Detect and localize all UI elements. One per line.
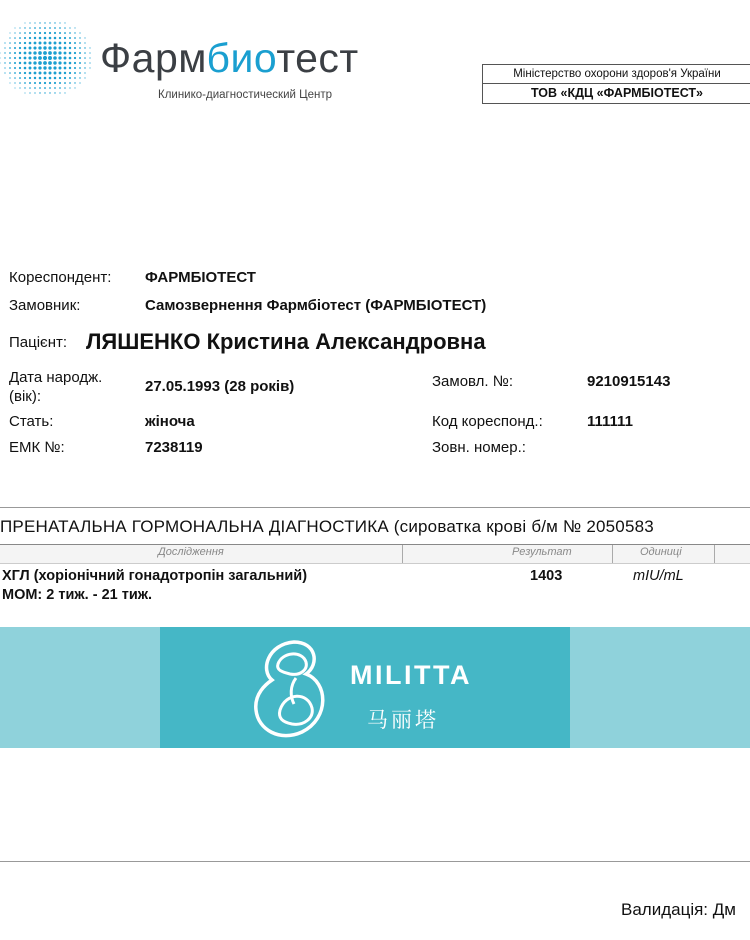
logo-dot (14, 47, 16, 49)
validation-text: Валидація: Дм (621, 900, 736, 919)
logo-dots-icon (0, 22, 92, 94)
logo-dot (64, 37, 66, 39)
logo-dot (28, 51, 31, 54)
logo-dot (84, 42, 85, 43)
logo-dot (29, 42, 32, 45)
logo-dot (39, 82, 41, 84)
logo-dot (24, 67, 27, 70)
logo-dot (69, 52, 72, 55)
logo-dot (54, 22, 55, 23)
logo-dot (59, 22, 60, 23)
logo-dot (39, 22, 40, 23)
logo-dot (84, 37, 85, 38)
logo-dot (84, 72, 85, 73)
logo-dot (33, 51, 36, 54)
logo-dot (29, 72, 32, 75)
logo-dot (44, 87, 46, 89)
logo-dot (49, 37, 52, 40)
logo-dot (24, 27, 25, 28)
logo-dot (34, 87, 36, 89)
logo-dot (19, 62, 21, 64)
logo-dot (39, 77, 42, 80)
logo-dot (19, 77, 21, 79)
logo-dot (89, 57, 90, 58)
logo-dot (19, 72, 21, 74)
logo-dot (34, 37, 36, 39)
logo-dot (39, 87, 41, 89)
logo-dot (54, 72, 57, 75)
logo-dot (9, 62, 11, 64)
logo-dot (19, 52, 21, 54)
logo-dot (38, 56, 42, 60)
logo-dot (54, 87, 56, 89)
col-divider (402, 545, 403, 563)
logo-dot (0, 52, 1, 53)
logo-dot (14, 32, 15, 33)
logo-dot (89, 67, 90, 68)
logo-dot (59, 27, 61, 29)
logo-dot (33, 56, 36, 59)
logo-dot (79, 67, 81, 69)
logo-dot (19, 57, 21, 59)
logo-dot (9, 67, 11, 69)
logo-dot (29, 47, 32, 50)
logo-dot (49, 82, 51, 84)
logo-dot (24, 42, 26, 44)
watermark-name-cn: 马丽塔 (367, 709, 439, 732)
logo-dot (34, 27, 36, 29)
logo-dot (53, 61, 56, 64)
logo-dot (64, 77, 66, 79)
logo-dot (34, 32, 36, 34)
logo-dot (39, 72, 42, 75)
logo-dot (34, 42, 37, 45)
logo-dot (74, 67, 76, 69)
logo-dot (19, 32, 21, 34)
logo-dot (44, 92, 45, 93)
logo-dot (79, 32, 80, 33)
logo-dot (79, 37, 80, 38)
logo-dot (4, 62, 5, 63)
logo-dot (74, 42, 76, 44)
logo-dot (54, 37, 57, 40)
logo-dot (29, 22, 30, 23)
logo-dot (64, 57, 67, 60)
logo-dot (74, 87, 75, 88)
logo-dot (48, 66, 51, 69)
logo-dot (43, 66, 46, 69)
logo-dot (59, 32, 61, 34)
logo-dot (79, 82, 80, 83)
corr-code-label: Код кореспонд.: (432, 413, 543, 430)
logo-dot (59, 67, 62, 70)
logo-dot (33, 66, 36, 69)
logo-dot (39, 37, 42, 40)
logo-dot (44, 27, 46, 29)
logo-dot (49, 32, 51, 34)
logo-dot (69, 72, 71, 74)
col-divider (714, 545, 715, 563)
logo-dot (74, 32, 75, 33)
logo-dot (49, 87, 51, 89)
col-units: Одиниці (640, 546, 682, 558)
logo-dot (4, 42, 5, 43)
logo-dot (79, 42, 81, 44)
logo-dot (0, 62, 1, 63)
logo-dot (29, 67, 32, 70)
col-divider (612, 545, 613, 563)
logo-dot (44, 22, 45, 23)
emk-value: 7238119 (145, 439, 203, 456)
logo-dot (9, 42, 11, 44)
logo-dot (34, 92, 35, 93)
logo-dot (64, 82, 66, 84)
logo-dot (54, 77, 57, 80)
corr-code-value: 111111 (587, 413, 633, 430)
logo-dot (39, 42, 42, 45)
logo-dot (79, 62, 81, 64)
logo-dot (54, 27, 56, 29)
logo-dot (33, 61, 36, 64)
sex-value: жіноча (145, 413, 195, 430)
logo-dot (53, 66, 56, 69)
logo-dot (39, 32, 41, 34)
col-test: Дослідження (158, 546, 224, 558)
logo-dot (69, 57, 72, 60)
logo-dot (29, 77, 31, 79)
logo-dot (64, 87, 66, 89)
watermark-name: MILITTA (350, 660, 472, 690)
logo-dot (74, 77, 76, 79)
logo-dot (24, 82, 26, 84)
logo-dot (19, 67, 21, 69)
logo-dot (64, 92, 65, 93)
logo-dot (59, 87, 61, 89)
logo-dot (58, 51, 61, 54)
logo-dot (74, 37, 76, 39)
logo-dot (58, 61, 61, 64)
logo-dot (14, 82, 15, 83)
logo-dot (9, 72, 11, 74)
logo-dot (49, 27, 51, 29)
logo-dot (34, 22, 35, 23)
logo-dot (33, 46, 36, 49)
test-units: mIU/mL (633, 568, 684, 584)
logo-dot (69, 32, 71, 34)
logo-dot (19, 42, 21, 44)
logo-dot (4, 72, 5, 73)
logo-dot (28, 61, 31, 64)
order-value: 9210915143 (587, 373, 671, 390)
logo-dot (69, 77, 71, 79)
logo-dot (53, 46, 56, 49)
logo-dot (79, 47, 81, 49)
logo-dot (38, 66, 41, 69)
test-note: МОМ: 2 тиж. - 21 тиж. (2, 587, 153, 603)
logo-dot (84, 52, 86, 54)
logo-dot (43, 56, 47, 60)
logo-dot (89, 62, 90, 63)
correspondent-label: Кореспондент: (9, 269, 112, 286)
logo-dot (38, 51, 42, 55)
logo-dot (69, 37, 71, 39)
logo-dot (74, 72, 76, 74)
logo-dot (29, 37, 31, 39)
sex-label: Стать: (9, 413, 54, 430)
logo-dot (24, 22, 25, 23)
logo-dot (14, 87, 15, 88)
patient-name: ЛЯШЕНКО Кристина Александровна (86, 329, 486, 354)
logo-dot (19, 47, 21, 49)
logo-dot (84, 47, 85, 48)
ministry-name: Міністерство охорони здоров'я України (483, 65, 750, 84)
logo-dot (49, 42, 52, 45)
logo-dot (14, 27, 15, 28)
logo-dot (4, 67, 5, 68)
logo-dot (74, 82, 75, 83)
logo-dot (44, 32, 46, 34)
logo-dot (74, 52, 76, 54)
logo-dot (9, 32, 10, 33)
ext-num-label: Зовн. номер.: (432, 439, 526, 456)
logo-dot (74, 47, 76, 49)
logo-dot (84, 62, 86, 64)
logo-dot (54, 32, 56, 34)
logo-dot (74, 62, 76, 64)
logo-dot (34, 82, 36, 84)
logo-dot (79, 52, 81, 54)
logo-dot (9, 82, 10, 83)
logo-dot (34, 77, 36, 79)
logo-dot (14, 77, 16, 79)
logo-dot (59, 37, 61, 39)
logo-dot (9, 77, 10, 78)
logo-dot (14, 67, 16, 69)
logo-dot (69, 62, 72, 65)
logo-dot (64, 52, 67, 55)
logo-dot (74, 57, 76, 59)
logo-dot (24, 62, 27, 65)
logo-dot (89, 52, 90, 53)
militta-logo-icon (250, 634, 340, 742)
logo-dot (84, 77, 85, 78)
logo-dot (48, 61, 52, 65)
dob-label: Дата народж. (9, 369, 103, 386)
logo-dot (29, 92, 30, 93)
section-title: ПРЕНАТАЛЬНА ГОРМОНАЛЬНА ДІАГНОСТИКА (сироватка крові б/м № 2050583 (0, 517, 654, 536)
logo-dot (69, 82, 71, 84)
table-header (0, 544, 750, 564)
logo-dot (24, 32, 26, 34)
logo-dot (9, 52, 11, 54)
logo-dot (39, 92, 40, 93)
logo-dot (69, 67, 71, 69)
logo-dot (38, 61, 42, 65)
logo-dot (34, 72, 37, 75)
logo-dot (24, 57, 27, 60)
correspondent-value: ФАРМБІОТЕСТ (145, 269, 256, 286)
patient-label: Пацієнт: (9, 334, 68, 351)
logo-dot (49, 77, 52, 80)
logo-dot (24, 72, 26, 74)
logo-dot (39, 27, 41, 29)
logo-dot (0, 57, 1, 58)
logo-dot (58, 56, 61, 59)
logo-dot (69, 87, 70, 88)
logo-dot (79, 77, 80, 78)
logo-dot (59, 42, 62, 45)
logo-dot (59, 77, 61, 79)
logo-dot (14, 62, 16, 64)
customer-value: Самозвернення Фармбіотест (ФАРМБІОТЕСТ) (145, 297, 487, 314)
test-result: 1403 (530, 568, 563, 584)
logo-dot (43, 71, 46, 74)
logo-dot (69, 47, 71, 49)
logo-dot (69, 27, 70, 28)
logo-dot (29, 27, 31, 29)
logo-dot (84, 57, 86, 59)
logo-dot (14, 72, 16, 74)
logo-dot (43, 61, 47, 65)
logo-dot (64, 67, 67, 70)
test-name: ХГЛ (хоріонічний гонадотропін загальний) (2, 568, 308, 584)
logo-dot (24, 87, 25, 88)
logo-dot (74, 27, 75, 28)
logo-dot (79, 57, 81, 59)
logo-dot (54, 92, 55, 93)
brand-subtitle: Клинико-диагностический Центр (158, 89, 333, 101)
age-label: (вік): (9, 388, 42, 405)
customer-label: Замовник: (9, 297, 81, 314)
logo-dot (43, 46, 46, 49)
logo-dot (43, 41, 46, 44)
logo-dot (29, 87, 31, 89)
emk-label: ЕМК №: (9, 439, 65, 456)
logo-dot (64, 22, 65, 23)
logo-dot (9, 47, 11, 49)
dob-value: 27.05.1993 (28 років) (145, 378, 295, 395)
logo-dot (19, 87, 20, 88)
logo-dot (64, 27, 66, 29)
footer-rule (0, 861, 750, 862)
logo-dot (24, 47, 27, 50)
logo-dot (44, 77, 47, 80)
col-result: Результат (512, 546, 572, 558)
logo-dot (54, 42, 57, 45)
logo-dot (59, 47, 62, 50)
logo-dot (24, 77, 26, 79)
logo-dot (19, 82, 21, 84)
logo-dot (49, 22, 50, 23)
logo-dot (19, 27, 20, 28)
logo-dot (53, 51, 56, 54)
logo-dot (38, 46, 41, 49)
logo-dot (28, 56, 31, 59)
brand-logo: Фармбиотест (100, 35, 359, 81)
logo-dot (89, 47, 90, 48)
logo-dot (4, 57, 5, 58)
order-label: Замовл. №: (432, 373, 514, 390)
logo-dot (14, 42, 16, 44)
logo-dot (48, 51, 52, 55)
logo-dot (64, 47, 67, 50)
company-name: ТОВ «КДЦ «ФАРМБІОТЕСТ» (530, 86, 703, 100)
logo-dot (44, 82, 46, 84)
logo-dot (9, 57, 11, 59)
logo-dot (59, 92, 60, 93)
logo-dot (64, 72, 66, 74)
logo-dot (48, 56, 52, 60)
logo-dot (43, 51, 47, 55)
logo-dot (84, 67, 85, 68)
logo-dot (4, 47, 5, 48)
logo-dot (24, 92, 25, 93)
logo-dot (53, 56, 57, 60)
logo-dot (9, 37, 10, 38)
logo-dot (29, 32, 31, 34)
logo-dot (19, 37, 21, 39)
logo-dot (14, 57, 16, 59)
logo-dot (24, 52, 27, 55)
logo-dot (64, 32, 66, 34)
ministry-box (482, 64, 750, 104)
logo-dot (79, 72, 81, 74)
logo-dot (48, 46, 51, 49)
logo-dot (14, 37, 16, 39)
logo-dot (44, 37, 47, 40)
logo-dot (59, 82, 61, 84)
logo-dot (59, 72, 62, 75)
logo-dot (14, 52, 16, 54)
logo-dot (64, 42, 66, 44)
logo-dot (49, 92, 50, 93)
logo-dot (69, 42, 71, 44)
logo-dot (4, 52, 5, 53)
logo-dot (29, 82, 31, 84)
logo-dot (54, 82, 56, 84)
logo-dot (49, 72, 52, 75)
section-top-rule (0, 507, 750, 508)
logo-dot (24, 37, 26, 39)
logo-dot (64, 62, 67, 65)
